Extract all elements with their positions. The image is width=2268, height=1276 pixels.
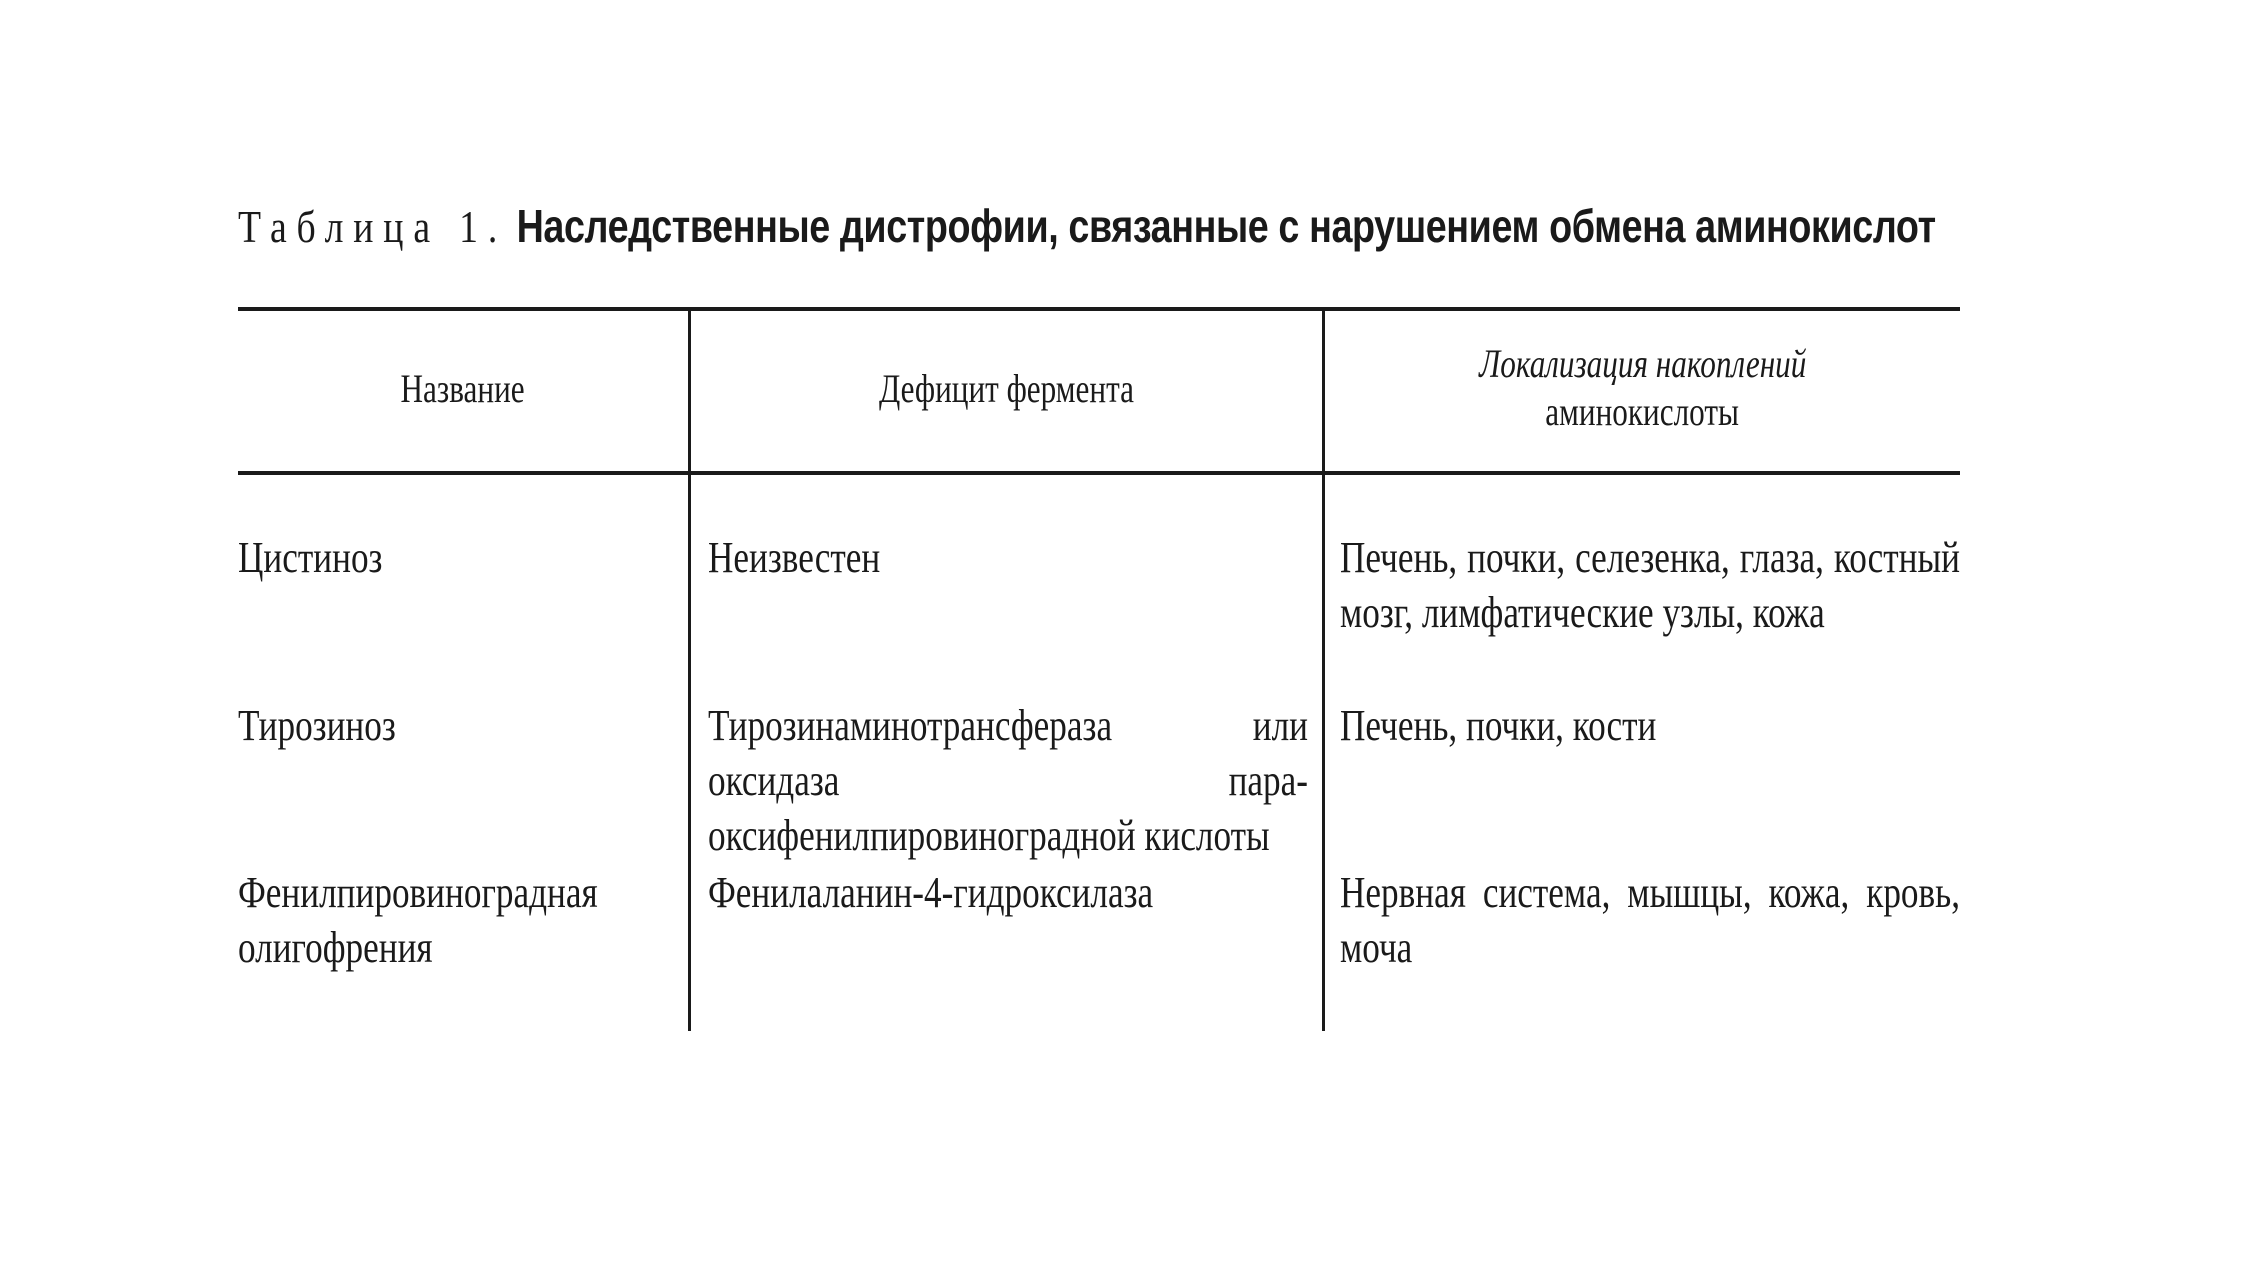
row3-name-text: Фенилпировиноградная олигофрения <box>238 868 598 972</box>
table-header-rule <box>238 471 1960 475</box>
row1-deficit <box>708 530 1308 585</box>
header-name-text: Название <box>400 366 526 411</box>
column-divider-1 <box>688 309 691 1031</box>
row2-deficit-text: Тирозинаминотрансфераза или оксидаза пара-оксифенилпировиноградной кислоты <box>708 701 1308 860</box>
row1-localization-text: Печень, почки, селезенка, глаза, костный мозг, лимфатические узлы, кожа <box>1340 533 1960 637</box>
row1-name <box>238 530 678 585</box>
table-top-rule <box>238 307 1960 311</box>
caption-label: Таблица 1. <box>238 201 508 252</box>
header-localization-line2: аминокислоты <box>1545 389 1740 434</box>
row2-deficit <box>708 698 1308 863</box>
row3-localization-text: Нервная система, мышцы, кожа, кровь, моча <box>1340 868 1960 972</box>
row3-localization <box>1340 865 1960 975</box>
row3-deficit-text: Фенилаланин-4-гидроксилаза <box>708 868 1154 917</box>
header-localization-line1: Локализация накоплений <box>1478 341 1807 386</box>
caption-title: Наследственные дистрофии, связанные с нарушением обмена аминокислот <box>516 200 1936 252</box>
row3-name <box>238 865 678 975</box>
row2-localization <box>1340 698 1960 753</box>
row2-localization-text: Печень, почки, кости <box>1340 701 1657 750</box>
row3-deficit <box>708 865 1308 920</box>
header-deficit-text: Дефицит фермента <box>879 366 1134 411</box>
row2-name <box>238 698 678 753</box>
header-name <box>238 365 688 413</box>
table-caption <box>238 196 1936 257</box>
row1-localization <box>1340 530 1960 640</box>
row1-deficit-text: Неизвестен <box>708 533 881 582</box>
header-deficit <box>691 365 1322 413</box>
row2-name-text: Тирозиноз <box>238 701 396 750</box>
row1-name-text: Цистиноз <box>238 533 383 582</box>
header-localization <box>1325 340 1960 436</box>
